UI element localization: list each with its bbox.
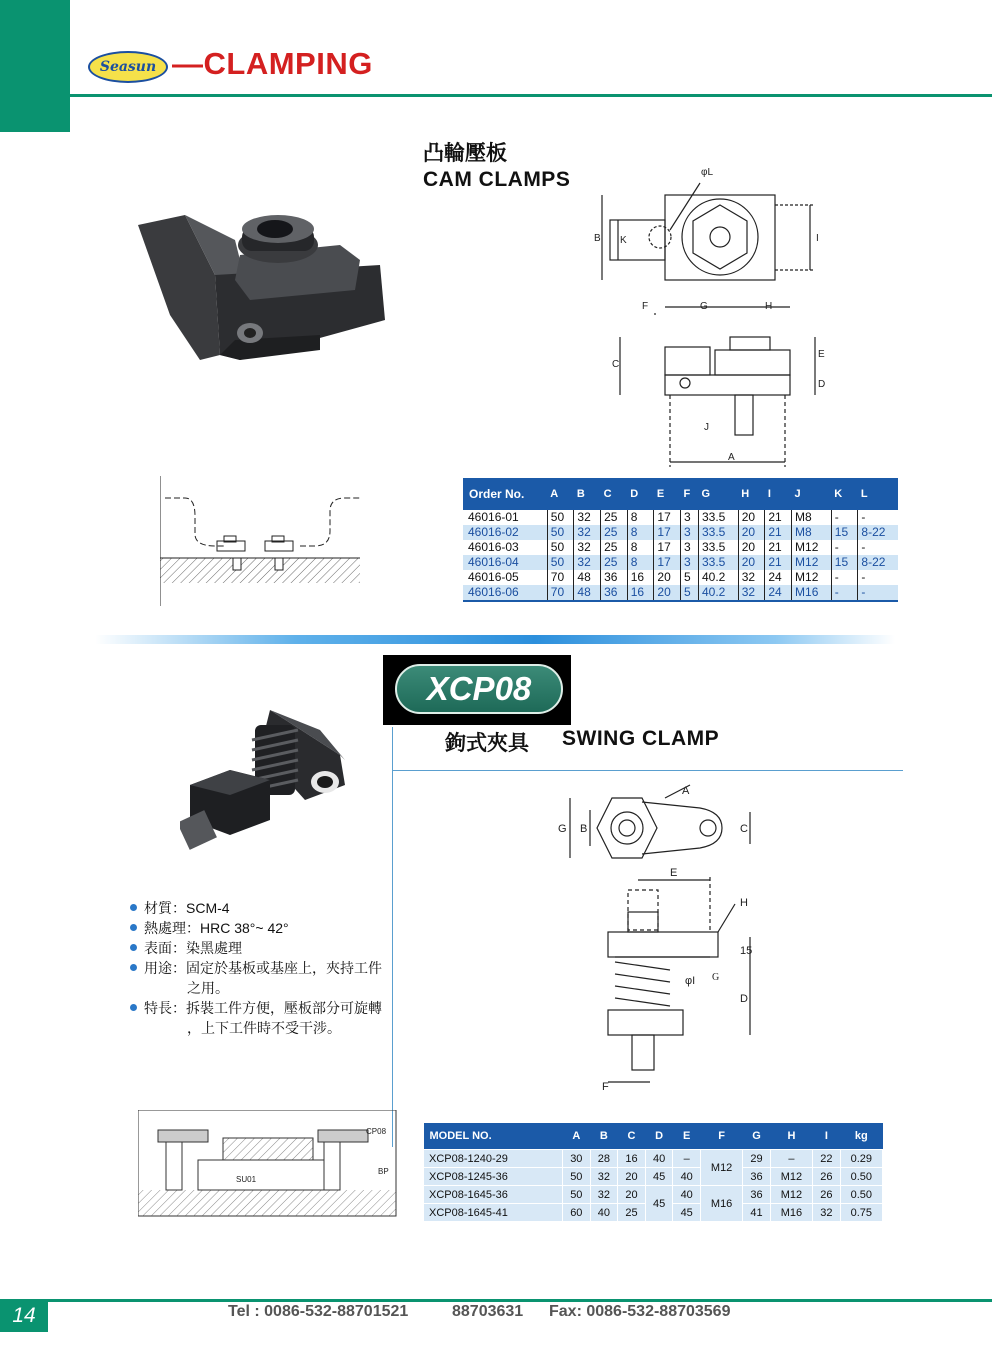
cell-d: 16 bbox=[627, 570, 654, 585]
col-header-model-no: MODEL NO. bbox=[424, 1123, 563, 1150]
cell-order-no: 46016-01 bbox=[468, 510, 519, 524]
cell-c: 25 bbox=[601, 525, 628, 540]
cell-d: 8 bbox=[627, 525, 654, 540]
col-header-h: H bbox=[738, 478, 765, 510]
cam-side-view-drawing bbox=[610, 295, 835, 467]
cell-l: - bbox=[858, 585, 898, 601]
cell-g: 33.5 bbox=[698, 555, 738, 570]
cell-e: – bbox=[673, 1150, 701, 1168]
cell-order-no: 46016-03 bbox=[468, 540, 519, 554]
footer-tel: Tel : 0086-532-88701521 bbox=[228, 1303, 409, 1320]
cell-h: 32 bbox=[738, 570, 765, 585]
cell-model: XCP08-1645-36 bbox=[424, 1186, 563, 1204]
bullet-icon bbox=[130, 964, 137, 971]
cell-f: 5 bbox=[681, 585, 699, 601]
bullet-icon bbox=[130, 904, 137, 911]
section-divider bbox=[95, 635, 895, 644]
cell-i: 21 bbox=[765, 540, 792, 555]
cell-h: 20 bbox=[738, 540, 765, 555]
cell-a: 70 bbox=[547, 570, 574, 585]
cell-k: - bbox=[831, 570, 858, 585]
swing-dim-b: B bbox=[580, 823, 588, 835]
col-header-j: J bbox=[792, 478, 832, 510]
cell-c: 36 bbox=[601, 585, 628, 601]
col-header-h: H bbox=[770, 1123, 812, 1150]
swing-clamp-table bbox=[423, 1123, 883, 1222]
cell-f: 3 bbox=[681, 555, 699, 570]
cam-title-cn: 凸輪壓板 bbox=[423, 142, 507, 165]
cell-b: 32 bbox=[574, 510, 601, 525]
cam-clamp-table bbox=[463, 478, 898, 602]
swing-side-view-drawing bbox=[590, 862, 770, 1092]
section-title: —CLAMPING bbox=[172, 46, 373, 81]
cell-j: M16 bbox=[792, 585, 832, 601]
cell-d: 45 bbox=[645, 1168, 673, 1186]
cell-b: 48 bbox=[574, 570, 601, 585]
feature-advantage-cont bbox=[130, 1018, 382, 1038]
cell-kg: 0.75 bbox=[840, 1204, 882, 1222]
cell-k: 15 bbox=[831, 555, 858, 570]
model-badge bbox=[395, 664, 563, 714]
cell-b: 32 bbox=[590, 1168, 618, 1186]
cell-g: 40.2 bbox=[698, 570, 738, 585]
col-header-a: A bbox=[563, 1123, 591, 1150]
cell-c: 25 bbox=[601, 510, 628, 525]
swing-title-cn: 鉤式夾具 bbox=[445, 732, 529, 755]
bullet-icon bbox=[130, 1004, 137, 1011]
cam-clamp-photo bbox=[130, 205, 390, 375]
cell-h: 20 bbox=[738, 510, 765, 525]
cell-a: 30 bbox=[563, 1150, 591, 1168]
cell-g: 33.5 bbox=[698, 540, 738, 555]
cell-d: 8 bbox=[627, 555, 654, 570]
cell-h: 32 bbox=[738, 585, 765, 601]
table-row bbox=[463, 555, 898, 570]
cell-l: - bbox=[858, 510, 898, 525]
cell-d: 16 bbox=[627, 585, 654, 601]
col-header-kg: kg bbox=[840, 1123, 882, 1150]
col-header-l: L bbox=[858, 478, 898, 510]
table-header-row bbox=[424, 1123, 883, 1150]
feature-label: 材質： bbox=[144, 900, 186, 916]
cell-e: 45 bbox=[673, 1204, 701, 1222]
swing-top-view-drawing bbox=[550, 780, 765, 860]
table-row bbox=[463, 510, 898, 525]
dim-label-a: A bbox=[728, 452, 735, 463]
cell-b: 40 bbox=[590, 1204, 618, 1222]
cell-f: 5 bbox=[681, 570, 699, 585]
cell-d: 8 bbox=[627, 510, 654, 525]
table-header-row bbox=[463, 478, 898, 510]
cell-d: 40 bbox=[645, 1150, 673, 1168]
cell-a: 60 bbox=[563, 1204, 591, 1222]
col-header-f: F bbox=[681, 478, 699, 510]
swing-dim-15: 15 bbox=[740, 945, 753, 957]
footer-fax: Fax: 0086-532-88703569 bbox=[549, 1303, 731, 1320]
cell-j: M12 bbox=[792, 570, 832, 585]
cell-model: XCP08-1240-29 bbox=[424, 1150, 563, 1168]
cell-i: 32 bbox=[813, 1204, 841, 1222]
cell-g: 41 bbox=[743, 1204, 771, 1222]
cell-c: 20 bbox=[618, 1168, 646, 1186]
cell-k: - bbox=[831, 540, 858, 555]
feature-value: SCM-4 bbox=[186, 900, 230, 916]
cell-k: - bbox=[831, 510, 858, 525]
table-row bbox=[463, 525, 898, 540]
cell-l: 8-22 bbox=[858, 555, 898, 570]
dim-label-l: φL bbox=[701, 167, 714, 178]
dim-label-h: H bbox=[765, 301, 773, 312]
cell-a: 50 bbox=[563, 1186, 591, 1204]
feature-label: 表面： bbox=[144, 940, 186, 956]
feature-label: 特長： bbox=[144, 1000, 186, 1016]
footer-rule bbox=[48, 1299, 992, 1302]
cell-g: 36 bbox=[743, 1168, 771, 1186]
cell-b: 32 bbox=[574, 555, 601, 570]
cell-e: 40 bbox=[673, 1186, 701, 1204]
bullet-icon bbox=[130, 924, 137, 931]
cell-l: - bbox=[858, 540, 898, 555]
col-header-c: C bbox=[601, 478, 628, 510]
cell-f-merged: M16 bbox=[700, 1186, 742, 1222]
cell-i: 21 bbox=[765, 555, 792, 570]
dim-label-j: J bbox=[704, 422, 709, 433]
swing-dim-a: A bbox=[682, 785, 690, 797]
feature-usage-cont bbox=[130, 978, 382, 998]
col-header-d: D bbox=[645, 1123, 673, 1150]
col-header-e: E bbox=[654, 478, 681, 510]
feature-material bbox=[130, 898, 382, 918]
cell-g: 36 bbox=[743, 1186, 771, 1204]
col-header-k: K bbox=[831, 478, 858, 510]
col-header-g: G bbox=[698, 478, 738, 510]
cell-e: 17 bbox=[654, 555, 681, 570]
feature-heat-treatment bbox=[130, 918, 382, 938]
cell-a: 50 bbox=[563, 1168, 591, 1186]
cell-h: 20 bbox=[738, 525, 765, 540]
cell-kg: 0.50 bbox=[840, 1168, 882, 1186]
feature-value: 染黑處理 bbox=[186, 940, 242, 956]
cell-g: 40.2 bbox=[698, 585, 738, 601]
cell-d-merged: 45 bbox=[645, 1186, 673, 1222]
swing-assembly-sketch bbox=[138, 1110, 398, 1218]
cell-l: 8-22 bbox=[858, 525, 898, 540]
swing-dim-g: G bbox=[558, 823, 567, 835]
cell-h: 20 bbox=[738, 555, 765, 570]
cell-e: 17 bbox=[654, 525, 681, 540]
swing-title-en: SWING CLAMP bbox=[562, 727, 720, 750]
cell-order-no: 46016-02 bbox=[463, 525, 547, 540]
cell-k: 15 bbox=[831, 525, 858, 540]
brand-logo-text: Seasun bbox=[99, 59, 157, 75]
col-header-b: B bbox=[574, 478, 601, 510]
swing-dim-i: φI bbox=[685, 975, 696, 987]
col-header-b: B bbox=[590, 1123, 618, 1150]
cell-j: M8 bbox=[792, 525, 832, 540]
table-row bbox=[463, 570, 898, 585]
swing-dim-h: H bbox=[740, 897, 748, 909]
cell-g: 33.5 bbox=[698, 525, 738, 540]
table-row bbox=[463, 585, 898, 601]
cell-i: 22 bbox=[813, 1150, 841, 1168]
cell-c: 25 bbox=[601, 555, 628, 570]
cell-kg: 0.50 bbox=[840, 1186, 882, 1204]
cell-j: M12 bbox=[792, 555, 832, 570]
cell-j: M12 bbox=[792, 540, 832, 555]
cell-c: 25 bbox=[618, 1204, 646, 1222]
cell-d: 8 bbox=[627, 540, 654, 555]
cell-h: M16 bbox=[770, 1204, 812, 1222]
feature-value: 之用。 bbox=[187, 980, 229, 996]
cell-b: 32 bbox=[574, 525, 601, 540]
page-number bbox=[0, 1299, 48, 1332]
feature-value: ，上下工件時不受干涉。 bbox=[187, 1020, 341, 1036]
cell-l: - bbox=[858, 570, 898, 585]
feature-advantage bbox=[130, 998, 382, 1018]
cell-c: 20 bbox=[618, 1186, 646, 1204]
feature-usage bbox=[130, 958, 382, 978]
cell-c: 16 bbox=[618, 1150, 646, 1168]
footer-tel-2: 88703631 bbox=[452, 1303, 524, 1320]
cell-f: 3 bbox=[681, 540, 699, 555]
feature-label: 熱處理： bbox=[144, 920, 200, 936]
cell-order-no: 46016-06 bbox=[463, 585, 547, 601]
cell-order-no: 46016-05 bbox=[468, 570, 519, 584]
feature-label: 用途： bbox=[144, 960, 186, 976]
swing-dim-d: D bbox=[740, 993, 748, 1005]
feature-value: 拆裝工件方便，壓板部分可旋轉 bbox=[186, 1000, 382, 1016]
feature-value: HRC 38°~ 42° bbox=[200, 920, 289, 936]
cell-e: 20 bbox=[654, 570, 681, 585]
cell-e: 20 bbox=[654, 585, 681, 601]
cell-b: 32 bbox=[574, 540, 601, 555]
col-header-d: D bbox=[627, 478, 654, 510]
cell-j: M8 bbox=[792, 510, 832, 525]
cell-g: 29 bbox=[743, 1150, 771, 1168]
cell-c: 36 bbox=[601, 570, 628, 585]
cell-model: XCP08-1245-36 bbox=[424, 1168, 563, 1186]
col-header-i: I bbox=[765, 478, 792, 510]
table-row bbox=[424, 1168, 883, 1186]
cam-application-sketch bbox=[160, 476, 363, 606]
cell-a: 50 bbox=[547, 555, 574, 570]
cell-e: 40 bbox=[673, 1168, 701, 1186]
col-header-c: C bbox=[618, 1123, 646, 1150]
swing-dim-f: F bbox=[602, 1081, 609, 1092]
cell-f: 3 bbox=[681, 525, 699, 540]
cell-i: 24 bbox=[765, 585, 792, 601]
cell-f-merged: M12 bbox=[700, 1150, 742, 1186]
model-badge-text: XCP08 bbox=[426, 670, 532, 707]
dim-label-k: K bbox=[620, 235, 627, 246]
dim-label-c: C bbox=[612, 359, 620, 370]
swing-dim-c: C bbox=[740, 823, 748, 835]
table-row bbox=[463, 540, 898, 555]
cell-e: 17 bbox=[654, 510, 681, 525]
assembly-label-cp08: CP08 bbox=[366, 1127, 387, 1136]
brand-logo bbox=[88, 51, 168, 83]
cell-order-no: 46016-04 bbox=[463, 555, 547, 570]
cell-i: 26 bbox=[813, 1186, 841, 1204]
cell-kg: 0.29 bbox=[840, 1150, 882, 1168]
cell-f: 3 bbox=[681, 510, 699, 525]
table-row bbox=[424, 1150, 883, 1168]
swing-clamp-photo bbox=[180, 700, 360, 860]
cell-i: 21 bbox=[765, 510, 792, 525]
cell-h: M12 bbox=[770, 1186, 812, 1204]
cell-g: 33.5 bbox=[698, 510, 738, 525]
dim-label-f: F bbox=[642, 301, 649, 312]
dim-label-b: B bbox=[594, 233, 601, 244]
feature-surface bbox=[130, 938, 382, 958]
swing-dim-g-ground: G bbox=[712, 972, 720, 983]
cell-i: 26 bbox=[813, 1168, 841, 1186]
cell-b: 28 bbox=[590, 1150, 618, 1168]
page-number-text: 14 bbox=[12, 1303, 36, 1327]
cam-top-view-drawing bbox=[590, 165, 840, 285]
dim-label-d: D bbox=[818, 379, 826, 390]
cell-model: XCP08-1645-41 bbox=[424, 1204, 563, 1222]
bullet-icon bbox=[130, 944, 137, 951]
features-list bbox=[130, 898, 382, 1038]
cell-k: - bbox=[831, 585, 858, 601]
header-rule bbox=[70, 94, 992, 97]
feature-value: 固定於基板或基座上，夾持工件 bbox=[186, 960, 382, 976]
cell-h: M12 bbox=[770, 1168, 812, 1186]
cell-e: 17 bbox=[654, 540, 681, 555]
cell-h: – bbox=[770, 1150, 812, 1168]
col-header-f: F bbox=[700, 1123, 742, 1150]
swing-dim-e: E bbox=[670, 867, 678, 879]
cell-a: 50 bbox=[547, 540, 574, 555]
cell-i: 21 bbox=[765, 525, 792, 540]
table-row bbox=[424, 1186, 883, 1204]
assembly-label-su01: SU01 bbox=[236, 1175, 257, 1184]
cell-a: 50 bbox=[547, 510, 574, 525]
cell-c: 25 bbox=[601, 540, 628, 555]
cam-title-en: CAM CLAMPS bbox=[423, 168, 571, 191]
dim-label-g: G bbox=[700, 301, 708, 312]
col-header-i: I bbox=[813, 1123, 841, 1150]
cell-a: 50 bbox=[547, 525, 574, 540]
col-header-a: A bbox=[547, 478, 574, 510]
cell-i: 24 bbox=[765, 570, 792, 585]
assembly-label-bp: BP bbox=[378, 1167, 389, 1176]
cell-b: 48 bbox=[574, 585, 601, 601]
dim-label-e: E bbox=[818, 349, 825, 360]
col-header-order-no: Order No. bbox=[463, 478, 547, 510]
horizontal-rule bbox=[392, 770, 903, 771]
col-header-e: E bbox=[673, 1123, 701, 1150]
col-header-g: G bbox=[743, 1123, 771, 1150]
header-accent-block bbox=[0, 0, 70, 132]
cell-b: 32 bbox=[590, 1186, 618, 1204]
vertical-rule bbox=[392, 727, 393, 1147]
cell-a: 70 bbox=[547, 585, 574, 601]
dim-label-i: I bbox=[816, 233, 819, 244]
